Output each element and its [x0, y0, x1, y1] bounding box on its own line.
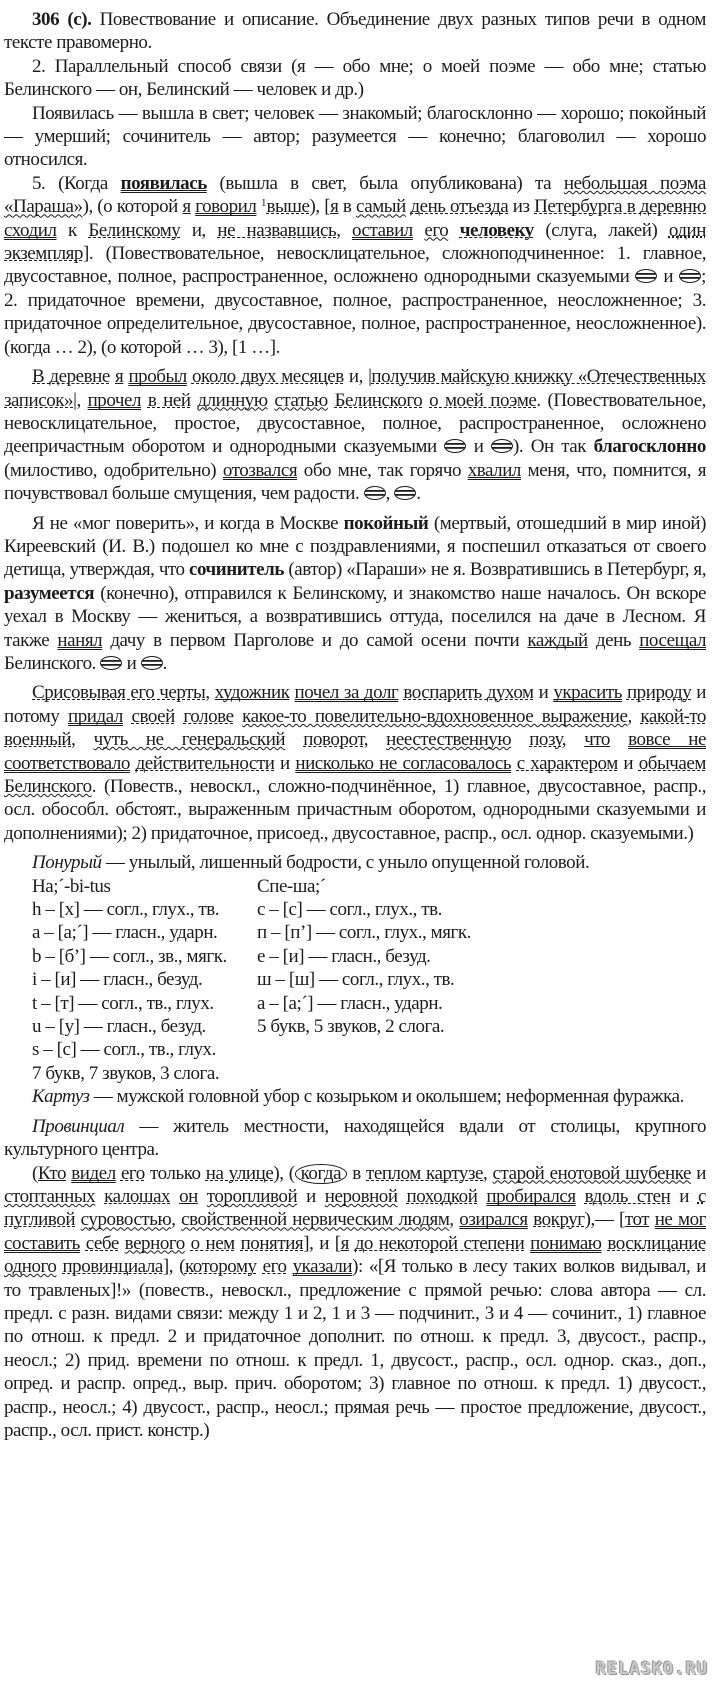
styled-text-segment: вдоль стен [584, 1185, 671, 1207]
phonetic-row: a – [а;´] — гласн., ударн. [32, 922, 218, 944]
phonetic-word: Ha;´-bi-tus [32, 875, 111, 897]
styled-text-segment: Провинциал [32, 1115, 125, 1137]
phonetic-row: с – [с] — согл., глух., тв. [257, 899, 442, 921]
styled-text-segment: видел [71, 1162, 116, 1184]
styled-text-segment: которому [184, 1256, 257, 1278]
text-segment: (милостиво, одобрительно) [4, 459, 223, 481]
text-segment: |, [73, 389, 88, 411]
styled-text-segment: голове [183, 705, 234, 727]
styled-text-segment: украсить [553, 682, 622, 704]
phonetic-analysis-block [32, 875, 706, 1086]
text-segment: . [162, 652, 167, 674]
text-segment: , [385, 483, 395, 505]
text-segment: и [691, 1162, 706, 1184]
styled-text-segment: сходил [4, 219, 57, 241]
text-segment: в [338, 196, 357, 218]
styled-text-segment: понимаю [530, 1232, 602, 1254]
styled-text-segment: своей [131, 705, 175, 727]
styled-text-segment: его [120, 1162, 145, 1184]
styled-text-segment: позу [529, 729, 562, 751]
styled-text-segment: 306 (с). [32, 9, 92, 30]
homogeneous-predicate-icon [491, 439, 513, 453]
phonetic-word: Спе-ша;´ [257, 875, 326, 897]
text-segment: Белинского. [4, 652, 101, 674]
styled-text-segment: с характером [516, 752, 618, 774]
styled-text-segment: не назвавшись [217, 219, 337, 241]
text-segment: день [587, 629, 640, 651]
styled-text-segment: нисколько не согласовалось [295, 752, 512, 774]
styled-text-segment: вовсе не соответствовало [4, 729, 706, 774]
styled-text-segment: природу [626, 682, 692, 704]
text-segment: (автор) «Параши» не я. Возвратившись в Петербург, я, [283, 559, 707, 581]
phonetic-row: h – [х] — согл., глух., тв. [32, 899, 220, 921]
styled-text-segment: теплом картузе [366, 1162, 484, 1184]
phonetic-row: u – [у] — гласн., безуд. [32, 1016, 206, 1038]
text-segment [170, 1186, 179, 1207]
text-segment [234, 706, 243, 727]
text-segment: ), [ [309, 196, 331, 218]
styled-text-segment: понятия [240, 1232, 304, 1254]
styled-text-segment: озирался [459, 1209, 528, 1231]
paragraph-synonyms [4, 102, 706, 172]
text-segment: ], ( [162, 1256, 185, 1278]
styled-text-segment: Понурый [32, 852, 102, 874]
text-segment: (вышла в свет, была опубликована) та [206, 172, 564, 194]
paragraph-kartuz-definition [4, 1085, 706, 1108]
text-segment: (слуга, лакей) [533, 219, 669, 241]
text-segment: и [617, 752, 639, 774]
styled-text-segment: воспарить духом [403, 682, 534, 704]
text-segment: и, | [343, 366, 372, 388]
homogeneous-predicate-icon [100, 656, 122, 670]
styled-text-segment: восклицание [607, 1232, 706, 1254]
watermark: RELASKO.RU [595, 1659, 708, 1679]
homogeneous-predicate-icon [679, 269, 701, 283]
text-segment [511, 729, 529, 750]
styled-text-segment: придал [68, 705, 123, 727]
phonetic-column-left [32, 875, 257, 1086]
text-segment: , [561, 729, 585, 751]
styled-text-segment: его [262, 1256, 287, 1278]
text-segment: меня, что, помнится, я почувствовал больше смущения, чем радости. [4, 459, 706, 505]
styled-text-segment: В деревне [32, 366, 110, 388]
styled-text-segment: торопливой [206, 1185, 298, 1207]
phonetic-row: t – [т] — согл., тв., глух. [32, 992, 214, 1014]
text-segment: ( [32, 1162, 38, 1184]
styled-text-segment: Петербурга в деревню [534, 196, 706, 218]
text-segment: ), (о которой [82, 196, 183, 218]
styled-text-segment: длинную [197, 389, 268, 411]
superscript-mark: 1 [260, 197, 267, 210]
styled-text-segment: почел за долг [294, 682, 399, 704]
styled-text-segment: хвалил [467, 459, 521, 481]
text-segment: . [416, 483, 421, 505]
paragraph-ya-ne-mog-poverit [4, 512, 706, 676]
text-segment: . (Повеств., невоскл., сложно-подчинённое, 1) главное, двусоставное, распр., осл. обособл. обстоят., выраженным причастным оборотом, однородными сказуемыми и дополнениями); 2) придаточное, присоед., двусоставное, распр., осл. однор. сказуемыми.) [4, 776, 706, 844]
text-segment: только [144, 1162, 206, 1184]
styled-text-segment: какой-то военный [4, 705, 706, 751]
styled-text-segment: я [182, 196, 191, 218]
phonetic-row: ш – [ш] — согл., глух., тв. [257, 969, 455, 991]
text-segment [328, 390, 335, 411]
styled-text-segment: какое-то повелительно-вдохновенное выражение [242, 705, 628, 727]
text-segment: , [483, 1162, 493, 1184]
styled-text-segment: статью [274, 389, 328, 411]
text-segment: , [171, 1209, 182, 1231]
text-segment: и [274, 752, 296, 774]
styled-text-segment: старой енотовой шубенке [492, 1162, 692, 1184]
phonetic-column-right [257, 875, 706, 1086]
text-segment [610, 729, 628, 750]
styled-text-segment: указали [292, 1256, 353, 1278]
text-segment: и [466, 436, 491, 458]
phonetic-row: i – [и] — гласн., безуд. [32, 969, 203, 991]
styled-text-segment: пробыл [128, 366, 187, 388]
styled-text-segment: Белинского [334, 389, 423, 411]
text-segment [576, 1186, 585, 1207]
text-segment: ),— [ [584, 1209, 625, 1231]
text-segment [141, 390, 148, 411]
styled-text-segment: он [179, 1185, 198, 1207]
styled-text-segment: человеку [459, 219, 534, 241]
text-segment [398, 1186, 407, 1207]
styled-text-segment: оставил [351, 219, 413, 241]
text-segment: , [627, 705, 641, 727]
circled-word: когда [295, 1164, 347, 1184]
text-segment: ], и [ [303, 1232, 341, 1254]
styled-text-segment: Белинского [4, 776, 92, 797]
text-segment [95, 1186, 104, 1207]
phonetic-row: а – [а;´] — гласн., ударн. [257, 992, 443, 1014]
styled-text-segment: не мог составить [4, 1209, 706, 1254]
text-segment: ). Он так [513, 436, 594, 458]
styled-text-segment: прочел [87, 389, 142, 411]
styled-text-segment: нанял [57, 629, 103, 651]
paragraph-srisovyvaya [4, 681, 706, 845]
text-segment: и [533, 682, 554, 704]
text-segment: (мертвый, отошедший в мир иной) Киреевский (И. В.) подошел ко мне с поздравлениями, я поспешил отказаться от своего детища, утверждая, что [4, 512, 706, 581]
styled-text-segment: посещал [639, 629, 707, 651]
styled-text-segment: каждый [527, 629, 588, 651]
styled-text-segment: около двух месяцев [191, 366, 344, 388]
styled-text-segment: в ней [147, 389, 191, 411]
paragraph-task-306 [4, 8, 706, 55]
text-segment [448, 220, 460, 241]
text-segment: (конечно), отправился к Белинскому, и знакомство наше началось. Он вскоре уехал в Москву — жениться, а возвратившись оттуда, поселился на даче в Лесном. Я также [4, 582, 706, 651]
homogeneous-predicate-icon [394, 486, 416, 500]
text-segment: — житель местности, находящейся вдали от столицы, крупного культурного центра. [4, 1115, 706, 1161]
text-segment: . (Повествовательное, невосклицательное, простое, двусоставное, полное, распространенное, осложнено деепричастным оборотом и однородными сказуемыми [4, 389, 706, 458]
styled-text-segment: одного [4, 1256, 57, 1278]
styled-text-segment: Картуз [32, 1086, 90, 1108]
text-segment: — унылый, лишенный бодрости, с уныло опущенной головой. [101, 852, 590, 874]
homogeneous-predicate-icon [141, 656, 163, 670]
text-segment: и [297, 1185, 325, 1207]
styled-text-segment: чуть не генеральский [93, 729, 286, 751]
styled-text-segment: Кто [37, 1162, 67, 1184]
text-segment: — мужской головной убор с козырьком и околышем; неформенная фуражка. [89, 1086, 684, 1108]
styled-text-segment: поворот [303, 729, 364, 751]
text-segment: ]. (Повествовательное, невосклицательное, сложноподчиненное: 1. главное, двусоставное, полное, распространенное, осложнено однородными сказуемыми [4, 243, 706, 288]
paragraph-provintsial-definition [4, 1115, 706, 1162]
text-segment: в [347, 1162, 366, 1184]
styled-text-segment: покойный [343, 512, 429, 534]
paragraph-kto-videl-analysis [4, 1162, 706, 1443]
text-segment: , [363, 729, 387, 751]
text-segment: и [122, 652, 141, 674]
styled-text-segment: я [340, 1232, 349, 1254]
styled-text-segment: до некоторой степени [354, 1232, 525, 1254]
styled-text-segment: экземпляр [4, 243, 83, 265]
styled-text-segment: тот [624, 1209, 650, 1231]
text-segment: обо мне, так горячо [297, 459, 468, 481]
text-segment: ), ( [273, 1162, 295, 1184]
styled-text-segment: пугливой [4, 1209, 76, 1231]
styled-text-segment: Белинскому [88, 219, 181, 241]
text-segment: 2. Параллельный способ связи (я — обо мне; о моей поэме — обо мне; статью Белинского — он, Белинский — человек и др.) [4, 55, 706, 101]
phonetic-row: b – [б’] — согл., зв., мягк. [32, 945, 227, 967]
text-segment: , [336, 219, 352, 241]
homogeneous-predicate-icon [444, 439, 466, 453]
styled-text-segment: походкой [406, 1185, 478, 1207]
phonetic-row: 5 букв, 5 звуков, 2 слога. [257, 1016, 445, 1038]
text-segment: из [508, 196, 535, 218]
styled-text-segment: стоптанных [4, 1185, 96, 1207]
phonetic-row: 7 букв, 7 звуков, 3 слога. [32, 1062, 220, 1084]
text-segment: и [670, 1185, 698, 1207]
styled-text-segment: верного [124, 1232, 185, 1254]
styled-text-segment: благосклонно [593, 436, 706, 458]
text-segment [285, 729, 303, 750]
styled-text-segment: самый [356, 196, 406, 218]
styled-text-segment: я [114, 366, 124, 388]
styled-text-segment: действительности [135, 752, 275, 774]
styled-text-segment: художник [214, 682, 290, 704]
text-segment: к [56, 219, 89, 241]
homogeneous-predicate-icon [635, 269, 657, 283]
homogeneous-predicate-icon [364, 486, 386, 500]
text-segment: , [71, 729, 94, 751]
text-segment: и потому [4, 682, 706, 727]
styled-text-segment: разумеется [4, 582, 95, 604]
styled-text-segment: свойственной нервическим людям [181, 1209, 450, 1231]
styled-text-segment: неестественную [386, 729, 512, 751]
text-segment: дачу в первом Парголове и до самой осени почти [102, 629, 528, 651]
paragraph-parallel-connection [4, 55, 706, 102]
styled-text-segment: день отъезда [410, 196, 509, 218]
styled-text-segment: на улице [205, 1162, 274, 1184]
styled-text-segment: сочинитель [188, 559, 284, 581]
styled-text-segment: суровостью [80, 1209, 172, 1231]
styled-text-segment: получив майскую книжку «Отечественных записок» [4, 366, 706, 411]
text-segment: 5. (Когда [32, 172, 121, 194]
text-segment: , [205, 682, 215, 704]
text-segment: Повествование и описание. Объединение двух разных типов речи в одном тексте правомерно. [4, 9, 706, 54]
styled-text-segment: что [584, 729, 610, 751]
styled-text-segment: себе [85, 1232, 119, 1254]
styled-text-segment: пробирался [486, 1185, 576, 1207]
text-segment: Появилась — вышла в свет; человек — знакомый; благосклонно — хорошо; покойный — умерший; сочинитель — автор; разумеется — конечно; благоволил — хорошо относился. [4, 102, 706, 171]
styled-text-segment: отозвался [222, 459, 298, 481]
text-segment: ): «[Я только в лесу таких волков видывал, и то травленых]!» (повеств., невоскл., предложение с прямой речью: слова автора — сл. предл. с разн. видами связи: между 1 и 2, 1 и 3 — подчинит., 3 и 4 — сочинит., 1) главное по отнош. к предл. 2 и придаточное дополнит. по отнош. к предл. 3, двусост., распр., неосл.; 2) прид. времени по отнош. к предл. 1, двусост., распр., осл. однор. сказ., доп., опред. и распр. опред., выр. прич. оборотом; 3) главное по отнош. к предл. 1) двусост., распр., неосл.; 4) двусост., распр., неосл.; прямая речь — простое предложение, двусост., распр., осл. прист. констр.) [4, 1256, 706, 1441]
text-segment: Я не «мог поверить», и когда в Москве [32, 512, 344, 534]
styled-text-segment: один [668, 219, 706, 241]
phonetic-row: п – [п’] — согл., глух., мягк. [257, 922, 471, 944]
text-segment [198, 1186, 207, 1207]
styled-text-segment: провинциала [62, 1256, 163, 1278]
paragraph-ponuryi-definition [4, 851, 706, 874]
styled-text-segment: с [697, 1185, 706, 1207]
paragraph-sentence-5-analysis [4, 172, 706, 359]
styled-text-segment: вокруг [533, 1209, 585, 1231]
phonetic-row: е – [и] — гласн., безуд. [257, 945, 431, 967]
styled-text-segment: говорил [195, 196, 257, 218]
styled-text-segment: небольшая поэма «Параша» [4, 172, 706, 218]
styled-text-segment: неровной [324, 1185, 398, 1207]
styled-text-segment: я [330, 196, 339, 218]
styled-text-segment: выше [266, 196, 310, 218]
styled-text-segment: его [424, 219, 449, 241]
styled-text-segment: о нем [190, 1232, 235, 1254]
text-segment: ; 2. придаточное времени, двусоставное, полное, распространенное, неосложненное; 3. придаточное определительное, двусоставное, полное, распространенное, неосложненное). (когда … 2), (о которой … 3), [1 …]. [4, 266, 706, 358]
text-segment: и [657, 266, 680, 288]
styled-text-segment: о моей поэме [429, 389, 537, 411]
styled-text-segment: появилась [120, 172, 207, 194]
styled-text-segment: калошах [104, 1185, 171, 1207]
paragraph-v-derevne [4, 365, 706, 505]
phonetic-row: s – [с] — согл., тв., глух. [32, 1039, 216, 1061]
text-segment: и, [180, 219, 218, 241]
styled-text-segment: обычаем [638, 752, 706, 774]
styled-text-segment: Срисовывая его черты [32, 682, 206, 704]
text-segment [413, 220, 425, 241]
text-segment: , [449, 1209, 460, 1231]
